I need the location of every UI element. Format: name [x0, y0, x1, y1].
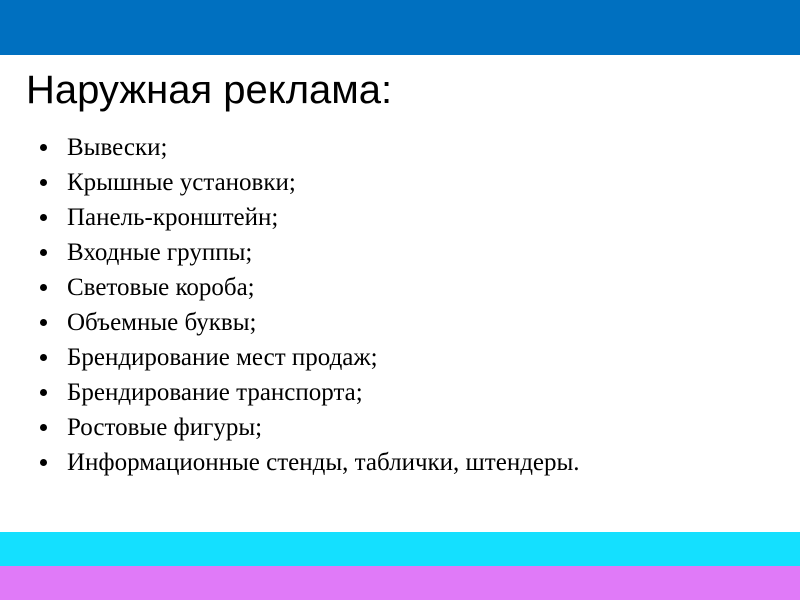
slide-title: Наружная реклама: [26, 68, 393, 112]
bullet-icon [40, 249, 47, 256]
bullet-icon [40, 144, 47, 151]
list-item [40, 340, 580, 375]
bullet-icon [40, 389, 47, 396]
list-item [40, 130, 580, 165]
top-color-band [0, 0, 800, 55]
list-item [40, 375, 580, 410]
list-item-text: Крышные установки; [67, 169, 296, 196]
list-item-text: Входные группы; [67, 239, 253, 266]
list-item-text: Вывески; [67, 134, 168, 161]
bullet-list [40, 130, 580, 480]
bullet-icon [40, 459, 47, 466]
list-item-text: Объемные буквы; [67, 309, 257, 336]
bullet-icon [40, 284, 47, 291]
list-item-text: Брендирование мест продаж; [67, 344, 378, 371]
bullet-icon [40, 179, 47, 186]
list-item-text: Световые короба; [67, 274, 255, 301]
bullet-icon [40, 214, 47, 221]
list-item [40, 165, 580, 200]
list-item [40, 270, 580, 305]
list-item [40, 410, 580, 445]
list-item [40, 235, 580, 270]
bottom-magenta-band [0, 566, 800, 600]
list-item-text: Информационные стенды, таблички, штендеры. [67, 449, 580, 476]
bottom-cyan-band [0, 532, 800, 566]
list-item-text: Панель-кронштейн; [67, 204, 279, 231]
list-item [40, 200, 580, 235]
bullet-icon [40, 319, 47, 326]
list-item-text: Ростовые фигуры; [67, 414, 263, 441]
bullet-icon [40, 354, 47, 361]
bullet-icon [40, 424, 47, 431]
list-item [40, 445, 580, 480]
list-item [40, 305, 580, 340]
list-item-text: Брендирование транспорта; [67, 379, 363, 406]
